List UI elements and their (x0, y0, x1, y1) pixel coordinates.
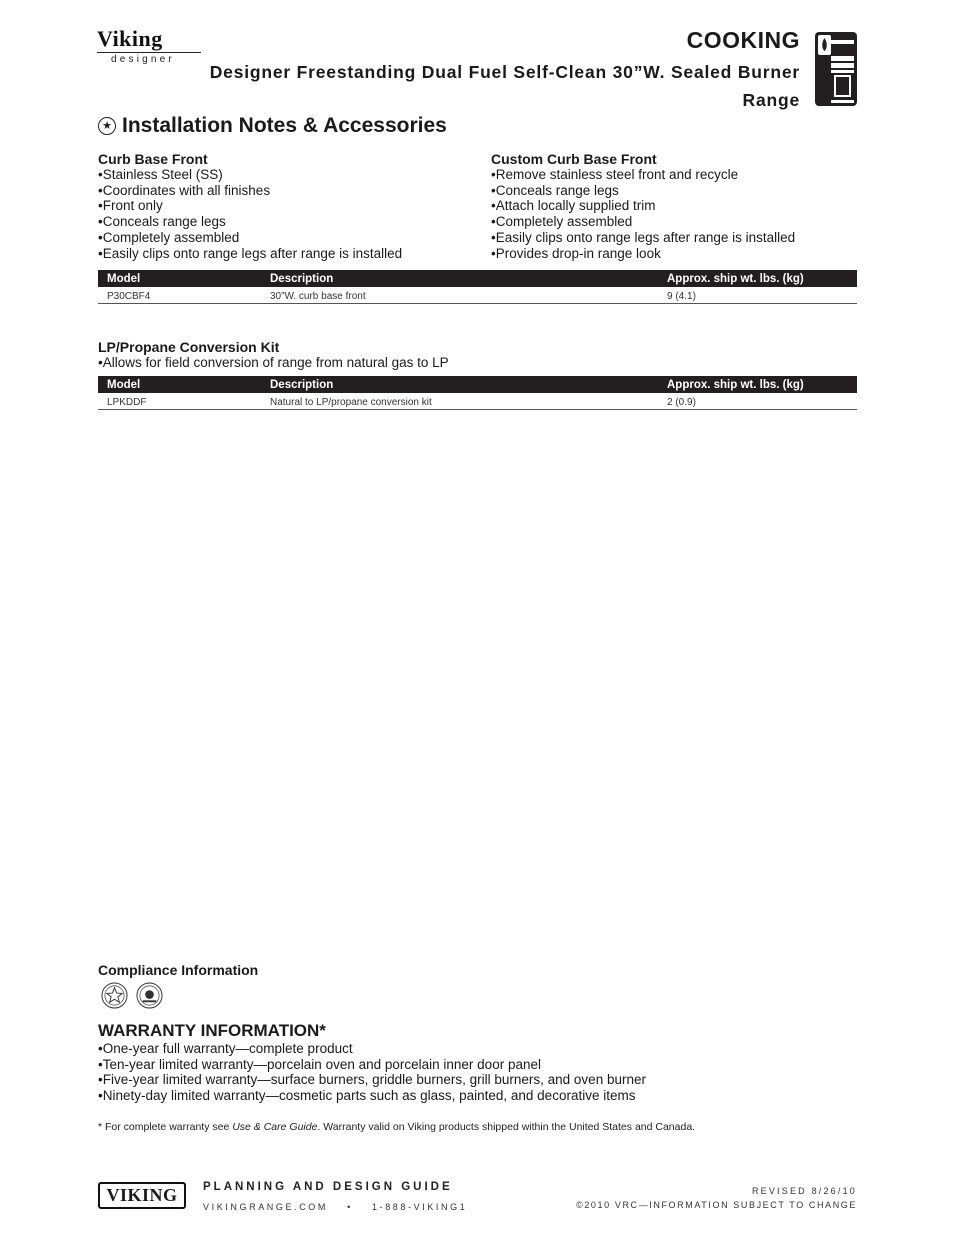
custom-curb-base-front-heading: Custom Curb Base Front (491, 151, 657, 167)
custom-curb-base-front-list (491, 167, 861, 261)
list-item: • Easily clips onto range legs after range is installed (491, 230, 861, 246)
product-title: Designer Freestanding Dual Fuel Self-Clean 30”W. Sealed Burner Range (209, 62, 800, 110)
csa-seal-icon (136, 982, 163, 1009)
revised-date: REVISED 8/26/10 (751, 1186, 857, 1196)
footnote-prefix: * For complete warranty see (98, 1121, 233, 1133)
compliance-heading: Compliance Information (98, 962, 259, 978)
logo-rule (97, 52, 201, 53)
list-item: • Completely assembled (98, 230, 468, 246)
category-title: COOKING (686, 27, 800, 53)
range-icon (815, 32, 857, 106)
column-header-weight: Approx. ship wt. lbs. (kg) (658, 376, 857, 393)
cell-weight: 2 (0.9) (658, 393, 857, 410)
lp-kit-block (98, 339, 798, 371)
table-row (98, 393, 857, 410)
curb-base-front-list (98, 167, 468, 261)
cell-model: LPKDDF (98, 393, 261, 410)
section-title-text: Installation Notes & Accessories (122, 114, 447, 137)
list-item: • Attach locally supplied trim (491, 198, 861, 214)
list-item: • Conceals range legs (491, 183, 861, 199)
warranty-heading: WARRANTY INFORMATION* (98, 1021, 326, 1040)
footer-viking-logo: VIKING (98, 1182, 186, 1209)
warranty-footnote (98, 1121, 695, 1133)
list-item: • Allows for field conversion of range from natural gas to LP (98, 355, 798, 371)
list-item: • Ten-year limited warranty—porcelain oven and porcelain inner door panel (98, 1057, 858, 1073)
section-title (98, 114, 447, 138)
cell-description: Natural to LP/propane conversion kit (261, 393, 658, 410)
list-item: • Conceals range legs (98, 214, 468, 230)
lp-kit-spec-table (98, 376, 857, 410)
star-k-seal-icon (101, 982, 128, 1009)
phone-number: 1-888-VIKING1 (372, 1202, 468, 1212)
star-icon: ★ (98, 117, 116, 135)
column-header-description: Description (261, 376, 658, 393)
planning-guide-label: PLANNING AND DESIGN GUIDE (203, 1181, 453, 1193)
list-item: • Five-year limited warranty—surface burners, griddle burners, grill burners, and oven burner (98, 1072, 858, 1088)
custom-curb-base-front-block (491, 151, 861, 261)
lp-kit-list (98, 355, 798, 371)
use-care-guide-ref: Use & Care Guide (232, 1121, 318, 1133)
footer-separator: • (347, 1202, 353, 1212)
list-item: • Provides drop-in range look (491, 246, 861, 262)
footer-contact (203, 1202, 467, 1212)
cell-weight: 9 (4.1) (658, 287, 857, 304)
curb-base-front-block (98, 151, 468, 261)
copyright-notice: ©2010 VRC—INFORMATION SUBJECT TO CHANGE (576, 1200, 857, 1210)
column-header-model: Model (98, 376, 261, 393)
list-item: • Completely assembled (491, 214, 861, 230)
compliance-seals (101, 982, 163, 1009)
footnote-suffix: . Warranty valid on Viking products shipped within the United States and Canada. (317, 1121, 696, 1133)
column-header-weight: Approx. ship wt. lbs. (kg) (658, 270, 857, 287)
logo-subtitle: designer (111, 54, 175, 65)
list-item: • Front only (98, 198, 468, 214)
list-item: • Coordinates with all finishes (98, 183, 468, 199)
column-header-model: Model (98, 270, 261, 287)
table-header-row (98, 270, 857, 287)
list-item: • Easily clips onto range legs after range is installed (98, 246, 468, 262)
warranty-list (98, 1041, 858, 1104)
list-item: • Remove stainless steel front and recycle (491, 167, 861, 183)
curb-base-spec-table (98, 270, 857, 304)
list-item: • Ninety-day limited warranty—cosmetic parts such as glass, painted, and decorative items (98, 1088, 858, 1104)
table-row (98, 287, 857, 304)
curb-base-front-heading: Curb Base Front (98, 151, 208, 167)
list-item: • Stainless Steel (SS) (98, 167, 468, 183)
lp-kit-heading: LP/Propane Conversion Kit (98, 339, 280, 355)
column-header-description: Description (261, 270, 658, 287)
logo-wordmark: Viking (97, 26, 163, 51)
table-header-row (98, 376, 857, 393)
website-link[interactable]: VIKINGRANGE.COM (203, 1202, 329, 1212)
cell-description: 30”W. curb base front (261, 287, 658, 304)
list-item: • One-year full warranty—complete product (98, 1041, 858, 1057)
cell-model: P30CBF4 (98, 287, 261, 304)
